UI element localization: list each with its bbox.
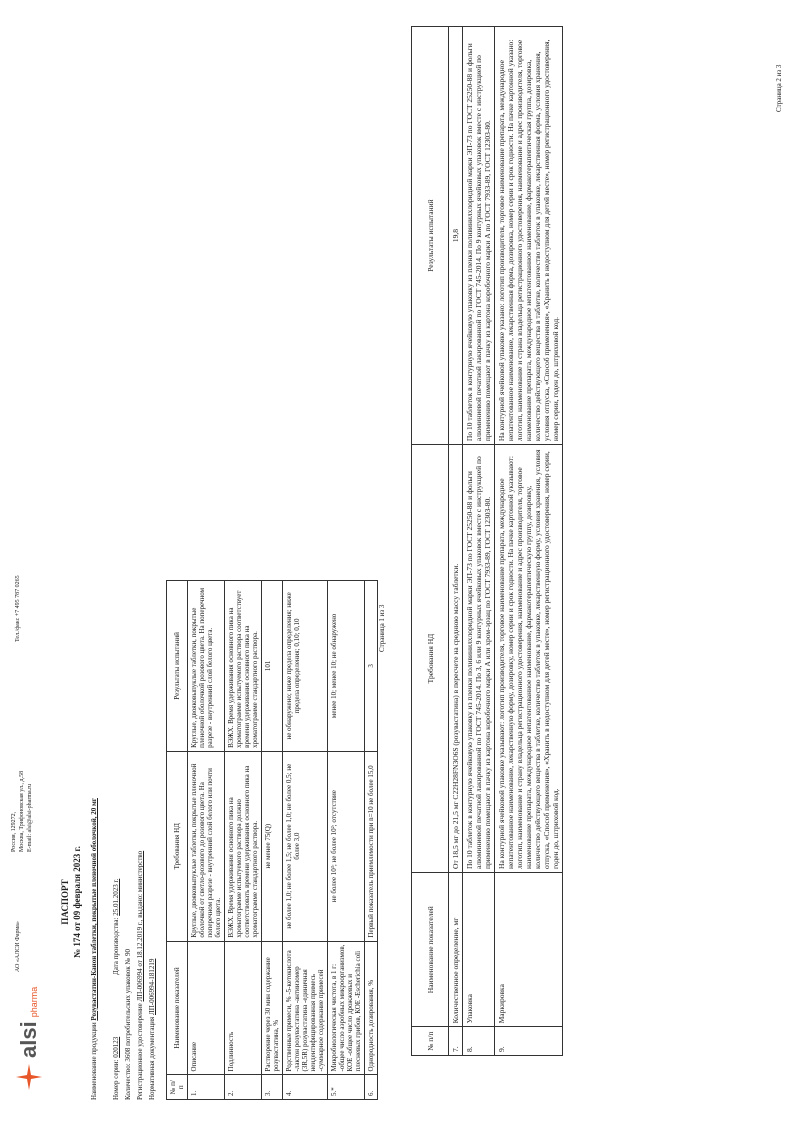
registration-value: ЛП-006994 от 18.12.2019 г., выдано: министерство	[136, 850, 144, 1002]
date-value: 25.01.2023 г.	[112, 878, 120, 916]
date-label: Дата производства:	[112, 917, 120, 976]
logo-text: alsi	[16, 1021, 41, 1058]
nd-line	[148, 630, 157, 1100]
company-logo	[14, 987, 44, 1092]
row-res: менее 10; менее 10; не обнаружено	[328, 581, 365, 752]
row-res: ВЭЖХ. Время удерживания основного пика на хроматограмме испытуемого раствора соответствует времени удерживания основного пика на хроматограмме стандартного раствора.	[225, 581, 262, 752]
row-name: Однородность дозирования, %	[365, 941, 378, 1075]
address-line-2: Москва, Трифоновская ул., д.58	[19, 770, 25, 852]
row-num: 3.	[262, 1075, 283, 1100]
quantity-line: Количество: 3608 потребительских упаковок № 90	[124, 949, 132, 1100]
alsi-logo-icon	[14, 1062, 44, 1092]
row-res: По 10 таблеток в контурную ячейковую упаковку из пленки поливинилхлоридной марки ЭП-73 по ГОСТ 25250-88 и фольги алюминиевой печатной лакированной по ГОСТ 745-2014. По 9 контурных ячейковых упаковок вместе с инструкцией по применению помещают в пачку из картона коробочного марки А по ГОСТ 7933-89, ГОСТ 12303-80.	[463, 27, 495, 445]
row-name: Количественное определение, мг	[449, 872, 463, 1026]
address-line-1: Россия, 129272,	[11, 811, 17, 852]
row-num: 1.	[188, 1075, 225, 1100]
table-row	[262, 581, 283, 1100]
row-req: По 10 таблеток в контурную ячейковую упаковку из пленки поливинилхлоридной марки ЭП-73 по ГОСТ 25250-88 и фольги алюминиевой печатной лакированной по ГОСТ 745-2014. По 3, 6 или 9 контурных ячейковых упаковок вместе с инструкцией по применению помещают в пачку из картона коробочного марки А или хром-эрзац по ГОСТ 7933-89, ГОСТ 12303-80.	[463, 445, 495, 873]
table-row	[188, 581, 225, 1100]
col-res-header: Результаты испытаний	[167, 581, 188, 752]
col-res-header: Результаты испытаний	[412, 27, 449, 445]
row-name: Описание	[188, 941, 225, 1075]
page-number: Страница 1 из 3	[378, 604, 386, 652]
row-res: 3	[365, 581, 378, 752]
product-line	[90, 630, 99, 1100]
product-label: Наименование продукции	[90, 1022, 98, 1100]
company-name: АО «АЛСИ Фарма»	[15, 921, 21, 972]
product-value: Розувастатин-Канон таблетки, покрытые пленочной оболочкой, 20 мг	[90, 798, 98, 1021]
col-num-header: № п/п	[167, 1075, 188, 1100]
col-req-header: Требования НД	[412, 445, 449, 873]
row-name: Растворение через 30 мин содержание розувастатина, %	[262, 941, 283, 1075]
row-req: не более 1,0; не более 1,5; не более 1,0; не более 0,5; не более 3,0	[283, 751, 328, 941]
row-res: не обнаружено; ниже предела определения; ниже предела определения; 0,10; 0,10	[283, 581, 328, 752]
row-req: не более 10³; не более 10²; отсутствие	[328, 751, 365, 941]
row-res: 101	[262, 581, 283, 752]
nd-value: ЛП-006994-181219	[148, 958, 156, 1016]
table-row	[225, 581, 262, 1100]
address-line-3: E-mail: alsi@alsi-pharma.ru	[27, 783, 33, 852]
row-num: 6.	[365, 1075, 378, 1100]
passport-page-2	[397, 0, 794, 1122]
row-res: Круглые, двояковыпуклые таблетки, покрытые пленочной оболочкой розового цвета. На поперечном разрезе - внутренний слой белого цвета.	[188, 581, 225, 752]
passport-subtitle: № 174 от 09 февраля 2023 г.	[72, 846, 82, 958]
registration-line	[136, 630, 145, 1100]
table-row	[328, 581, 365, 1100]
row-req: Круглые, двояковыпуклые таблетки, покрытые пленочной оболочкой от светло-розового до розового цвета. На поперечном разрезе - внутренний слой белого или почти белого цвета.	[188, 751, 225, 941]
series-line	[112, 630, 121, 1100]
row-name: Родственные примеси, % -5-кетокислота -лактон розувастатина -антиизомер (3R,5R) розувастатина -единичная неидентифицированная примесь -суммарное содержание примесей	[283, 941, 328, 1075]
row-name: Подлинность	[225, 941, 262, 1075]
row-num: 4.	[283, 1075, 328, 1100]
col-name-header: Наименование показателей	[412, 872, 449, 1026]
company-phone: Тел./факс +7 495 787 0265	[15, 575, 21, 642]
row-name: Микробиологическая чистота, в 1 г: -общее число аэробных микроорганизмов, КОЕ -общее число дрожжевых и плесневых грибов, КОЕ -Escherichia coli	[328, 941, 365, 1075]
row-req: На контурной ячейковой упаковке указывают: логотип производителя, торговое наименование препарата, международное непатентованное наименование, лекарственную форму, дозировку, номер серии и срок годности. На пачке картонной указывают: логотип, наименование и страну владельца регистрационного удостоверения, наименование и адрес производителя, торговое наименование препарата, международное непатентованное наименование, фармакотерапевтическую группу, дозировку, количество действующего вещества в таблетке, количество таблеток в упаковке, лекарственную форму, условия хранения, условия отпуска, «Способ применения», «Хранить в недоступном для детей месте», номер регистрационного удостоверения, номер серии, годен до, штриховой код.	[495, 445, 563, 873]
row-req: ВЭЖХ. Время удерживания основного пика на хроматограмме испытуемого раствора должно соответствовать времени удерживания основного пика на хроматограмме стандартного раствора.	[225, 751, 262, 941]
series-value: 020123	[112, 1036, 120, 1058]
col-num-header: № п/п	[412, 1027, 449, 1056]
table-header-row	[167, 581, 188, 1100]
table-row	[449, 27, 463, 1056]
row-name: Упаковка	[463, 872, 495, 1026]
table-row	[495, 27, 563, 1056]
results-table-2	[411, 26, 563, 1056]
passport-title: ПАСПОРТ	[60, 879, 70, 925]
company-address	[10, 652, 34, 852]
row-num: 7.	[449, 1027, 463, 1056]
table-row	[365, 581, 378, 1100]
nd-label: Нормативная документация	[148, 1016, 156, 1100]
row-req: Первый показатель приемлемости при n=10 не более 15,0	[365, 751, 378, 941]
series-label: Номер серии:	[112, 1059, 120, 1100]
col-req-header: Требования НД	[167, 751, 188, 941]
table-header-row	[412, 27, 449, 1056]
row-num: 8.	[463, 1027, 495, 1056]
registration-label: Регистрационное удостоверение	[136, 1003, 144, 1100]
logo-subtext: pharma	[29, 986, 39, 1018]
row-num: 9.	[495, 1027, 563, 1056]
row-name: Маркировка	[495, 872, 563, 1026]
table-row	[463, 27, 495, 1056]
row-res: На контурной ячейковой упаковке указано: логотип производителя, торговое наименование препарата, международное непатентованное наименование, лекарственная форма, дозировка, номер серии и срок годности. На пачке картонной указано: логотип, наименование и страна владельца регистрационного удостоверения, наименование и адрес производителя, торговое наименование препарата, международное непатентованное наименование, фармакотерапевтическая группа, дозировка, количество действующего вещества в таблетке, количество таблеток в упаковке, лекарственная форма, условия хранения, условия отпуска, «Способ применения», «Хранить в недоступном для детей месте», номер регистрационного удостоверения, номер серии, годен до, штриховой код.	[495, 27, 563, 445]
results-table-1	[166, 580, 378, 1100]
table-row	[283, 581, 328, 1100]
row-num: 5.*	[328, 1075, 365, 1100]
col-name-header: Наименование показателей	[167, 941, 188, 1075]
row-req: не менее 75(Q)	[262, 751, 283, 941]
row-num: 2.	[225, 1075, 262, 1100]
page-number: Страница 2 из 3	[775, 64, 783, 112]
row-res: 19,8	[449, 27, 463, 445]
row-req: От 18,5 мг до 21,5 мг C22H28FN3O6S (розувастатина) в пересчете на среднюю массу таблетки.	[449, 445, 463, 873]
